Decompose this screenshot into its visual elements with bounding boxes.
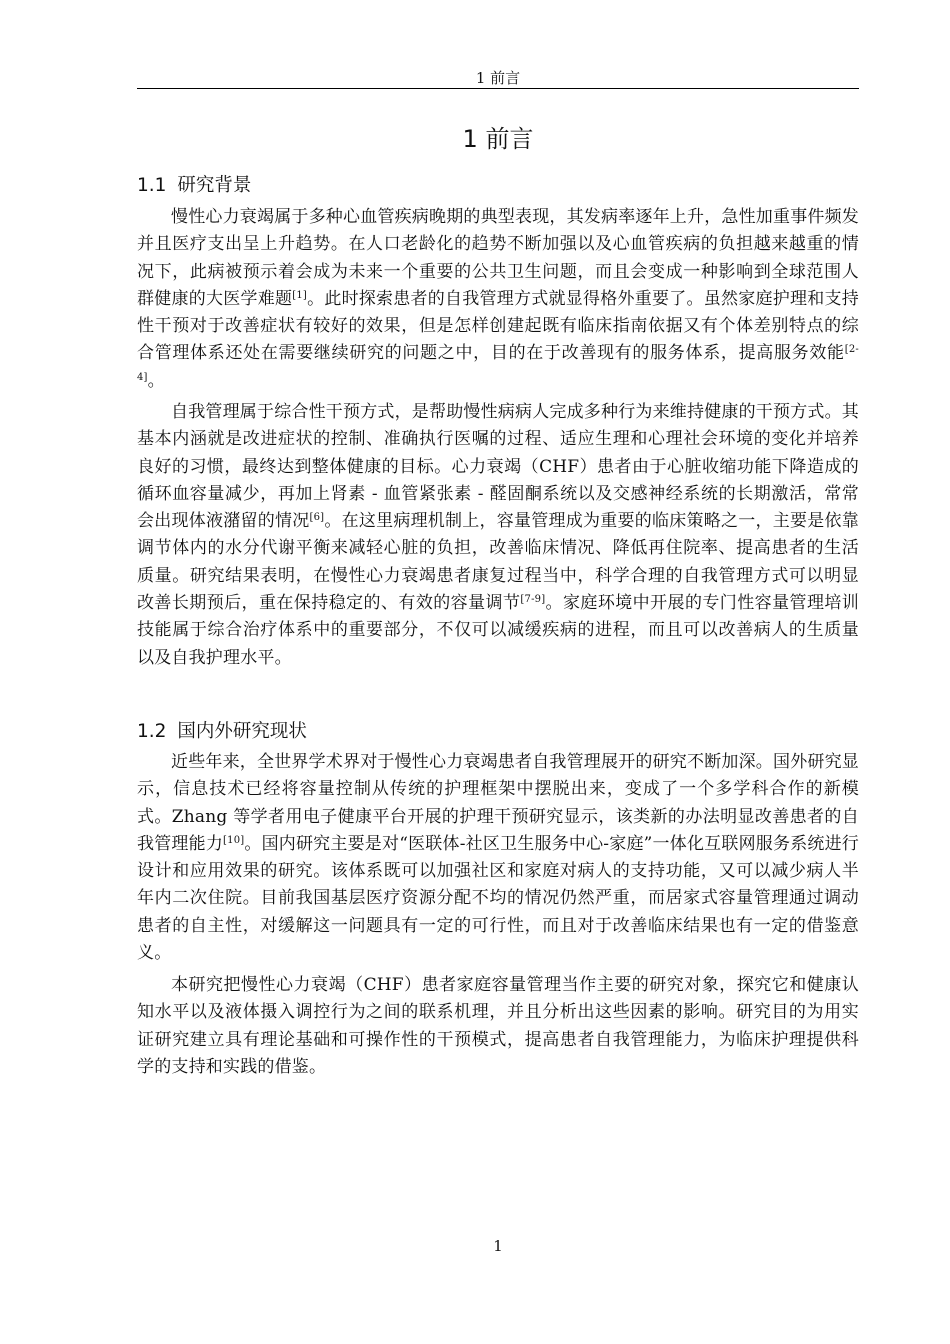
section-number: 1.1 bbox=[137, 175, 167, 196]
section-title: 研究背景 bbox=[177, 175, 252, 196]
paragraph-text: 。家庭环境中开展的专门性容量管理培训技能属于综合治疗体系中的重要部分，不仅可以减缓疾病的进程，而且可以改善病人的生质量以及自我护理水平。 bbox=[137, 593, 859, 668]
header-rule bbox=[137, 88, 859, 89]
paragraph-text: 。国内研究主要是对“医联体-社区卫生服务中心-家庭”一体化互联网服务系统进行设计和应用效果的研究。该体系既可以加强社区和家庭对病人的支持功能，又可以减少病人半年内二次住院。目前我国基层医疗资源分配不均的情况仍然严重，而居家式容量管理通过调动患者的自主性，对缓解这一问题具有一定的可行性，而且对于改善临床结果也有一定的借鉴意义。 bbox=[137, 833, 860, 964]
paragraph-text: 自我管理属于综合性干预方式，是帮助慢性病病人完成多种行为来维持健康的干预方式。其基本内涵就是改进症状的控制、准确执行医嘱的过程、适应生理和心理社会环境的变化并培养良好的习惯，最终达到整体健康的目标。心力衰竭（CHF）患者由于心脏收缩功能下降造成的循环血容量减少，再加上肾素 - 血管紧张素 - 醛固酮系统以及交感神经系统的长期激活，常常会出现体液潴留的情况 bbox=[137, 402, 859, 532]
citation-ref: [2-4] bbox=[137, 344, 859, 383]
section-heading-1-2 bbox=[137, 718, 859, 746]
section-heading-1-1 bbox=[137, 172, 859, 200]
paragraph-1-1-b bbox=[137, 399, 859, 672]
paragraph-text: 近些年来，全世界学术界对于慢性心力衰竭患者自我管理展开的研究不断加深。国外研究显示，信息技术已经将容量控制从传统的护理框架中摆脱出来，变成了一个多学科合作的新模式。Zhang 等学者用电子健康平台开展的护理干预研究显示，该类新的办法明显改善患者的自我管理能力 bbox=[137, 752, 859, 854]
paragraph-text: 慢性心力衰竭属于多种心血管疾病晚期的典型表现，其发病率逐年上升，急性加重事件频发并且医疗支出呈上升趋势。在人口老龄化的趋势不断加强以及心血管疾病的负担越来越重的情况下，此病被预示着会成为未来一个重要的公共卫生问题，而且会变成一种影响到全球范围人群健康的大医学难题 bbox=[137, 207, 859, 309]
page-number: 1 bbox=[493, 1237, 503, 1255]
citation-ref: [6] bbox=[309, 512, 325, 524]
section-number: 1.2 bbox=[137, 721, 167, 742]
citation-ref: [7-9] bbox=[520, 594, 546, 606]
paragraph-text: 。此时探索患者的自我管理方式就显得格外重要了。虽然家庭护理和支持性干预对于改善症状有较好的效果，但是怎样创建起既有临床指南依据又有个体差别特点的综合管理体系还处在需要继续研究的问题之中，目的在于改善现有的服务体系，提高服务效能 bbox=[137, 288, 859, 364]
running-header: 1 前言 bbox=[475, 69, 521, 87]
paragraph-1-2-a bbox=[137, 749, 859, 967]
paragraph-text: 。在这里病理机制上，容量管理成为重要的临床策略之一，主要是依靠调节体内的水分代谢平衡来减轻心脏的负担，改善临床情况、降低再住院率、提高患者的生活质量。研究结果表明，在慢性心力衰竭患者康复过程当中，科学合理的自我管理方式可以明显改善长期预后，重在保持稳定的、有效的容量调节 bbox=[137, 511, 860, 614]
section-title: 国内外研究现状 bbox=[177, 721, 307, 742]
paragraph-text: 本研究把慢性心力衰竭（CHF）患者家庭容量管理当作主要的研究对象，探究它和健康认知水平以及液体摄入调控行为之间的联系机理，并且分析出这些因素的影响。研究目的为用实证研究建立具有理论基础和可操作性的干预模式，提高患者自我管理能力，为临床护理提供科学的支持和实践的借鉴。 bbox=[137, 975, 859, 1077]
citation-ref: [1] bbox=[292, 289, 308, 301]
chapter-title: 1 前言 bbox=[462, 125, 534, 153]
paragraph-text: 。 bbox=[147, 370, 165, 391]
citation-ref: [10] bbox=[223, 834, 245, 846]
paragraph-1-2-b bbox=[137, 972, 859, 1081]
paragraph-1-1-a bbox=[137, 204, 859, 395]
